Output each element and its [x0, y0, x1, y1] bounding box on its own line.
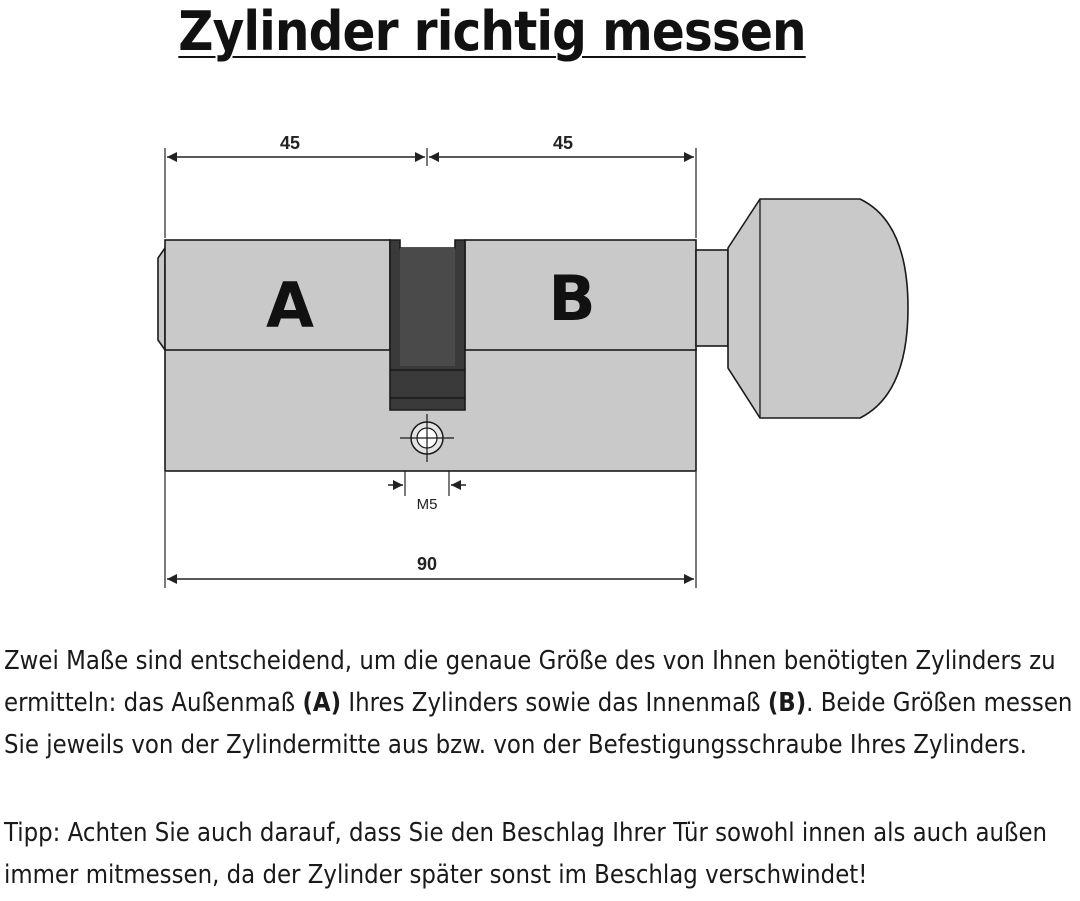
part-label-a: A — [266, 269, 314, 342]
paragraph-line — [4, 682, 1073, 724]
cylinder-end-chamfer — [158, 248, 165, 350]
paragraph-line: Sie jeweils von der Zylindermitte aus bzw. von der Befestigungsschraube Ihres Zylinders. — [4, 730, 1027, 760]
label-a-bold: (A) — [302, 688, 342, 718]
dim-label-right: 45 — [552, 133, 574, 153]
text-segment: Ihres Zylinders sowie das Innenmaß — [341, 688, 768, 718]
part-label-b: B — [548, 262, 596, 335]
text-segment: . Beide Größen messen — [806, 688, 1073, 718]
description-paragraph — [4, 640, 1073, 766]
cylinder-knob — [696, 199, 908, 418]
label-b-bold: (B) — [767, 688, 807, 718]
dim-label-screw: M5 — [416, 496, 438, 513]
knob-head — [728, 199, 908, 418]
paragraph-line: Tipp: Achten Sie auch darauf, dass Sie den Beschlag Ihrer Tür sowohl innen als auch außen — [4, 818, 1048, 848]
tip-paragraph — [4, 812, 1048, 896]
dim-label-total: 90 — [416, 554, 438, 574]
dim-label-left: 45 — [279, 133, 301, 153]
text-segment: ermitteln: das Außenmaß — [4, 688, 303, 718]
paragraph-line: Zwei Maße sind entscheidend, um die genaue Größe des von Ihnen benötigten Zylinders zu — [4, 646, 1056, 676]
paragraph-line: immer mitmessen, da der Zylinder später sonst im Beschlag verschwindet! — [4, 860, 868, 890]
knob-shaft — [696, 250, 728, 346]
page-title: Zylinder richtig messen — [178, 0, 806, 63]
